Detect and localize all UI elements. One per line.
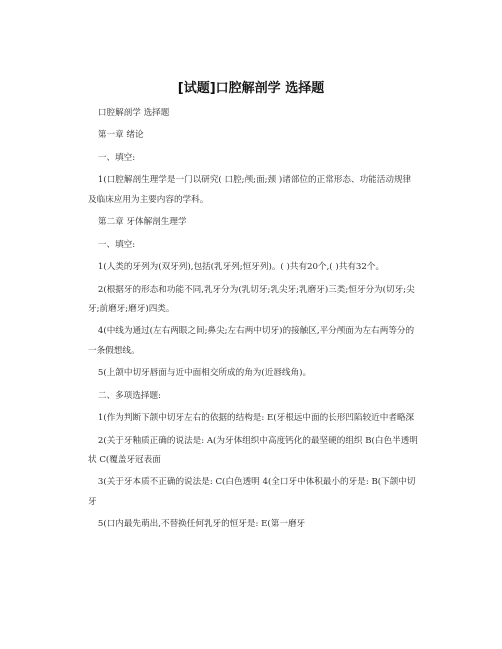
question-item: 2(根据牙的形态和功能不同,乳牙分为(乳切牙;乳尖牙;乳磨牙)三类;恒牙分为(切牙;尖牙;前磨牙;磨牙)四类。 (88, 284, 415, 314)
question-type-heading: 一、填空: (97, 152, 136, 163)
question-item: 4(中线为通过(左右两眼之间;鼻尖;左右两中切牙)的接触区,平分颅面为左右两等分的一条假想线。 (88, 326, 415, 356)
question-item: 1(作为判断下颌中切牙左右的依据的结构是: E(牙根远中面的长形凹陷较近中者略深 (97, 413, 415, 424)
question-item: 3(关于牙本质不正确的说法是: C(白色透明 4(全口牙中体积最小的牙是: B(下颌中切牙 (88, 477, 416, 507)
document-title: [试题]口腔解剖学 选择题 (177, 81, 325, 96)
chapter-heading: 第一章 绪论 (97, 130, 144, 141)
document-body (88, 104, 418, 538)
chapter-heading: 第二章 牙体解剖生理学 (97, 217, 187, 228)
question-type-heading: 二、多项选择题: (97, 390, 161, 401)
question-type-heading: 一、填空: (97, 239, 136, 250)
question-item: 5(上颌中切牙唇面与近中面相交所成的角为(近唇线角)。 (97, 368, 312, 379)
question-item: 5(口内最先萌出,不替换任何乳牙的恒牙是: E(第一磨牙 (97, 519, 306, 530)
question-item: 1(口腔解剖生理学是一门以研究( 口腔;颅;面;颈 )诸部位的正常形态、功能活动规律及临床应用为主要内容的学科。 (88, 175, 412, 205)
question-item: 1(人类的牙列为(双牙列),包括(乳牙列;恒牙列)。( )共有20个,( )共有32个。 (97, 262, 385, 273)
question-item: 2(关于牙釉质正确的说法是: A(为牙体组织中高度钙化的最坚硬的组织 B(白色半透明状 C(覆盖牙冠表面 (88, 435, 418, 465)
section-heading: 口腔解剖学 选择题 (97, 108, 170, 118)
